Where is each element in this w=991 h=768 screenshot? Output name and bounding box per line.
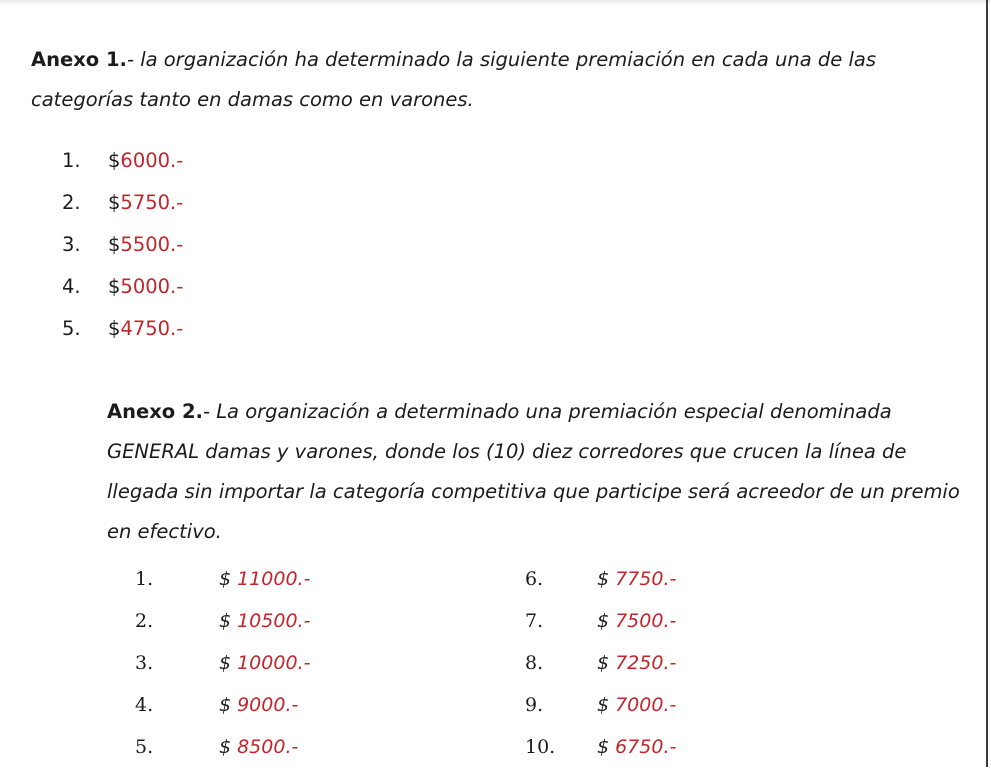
list-item	[62, 224, 183, 266]
currency-symbol: $	[597, 610, 610, 632]
currency-symbol: $	[108, 149, 121, 172]
currency-symbol: $	[597, 694, 610, 716]
prize-number: 1.	[62, 149, 81, 172]
top-shadow	[0, 0, 991, 6]
prize-number: 4.	[62, 275, 81, 298]
prize-number: 1.	[135, 568, 154, 590]
prize-amount: 7250.-	[615, 652, 677, 674]
currency-symbol: $	[597, 736, 610, 758]
prize-amount: 6000.-	[120, 149, 184, 172]
list-item	[135, 558, 310, 600]
prize-number: 2.	[135, 610, 154, 632]
currency-symbol: $	[108, 191, 121, 214]
annex-1-label: Anexo 1.	[31, 48, 127, 71]
currency-symbol: $	[597, 652, 610, 674]
annex-2-label: Anexo 2.	[107, 400, 203, 423]
prize-amount: 6750.-	[615, 736, 677, 758]
list-item	[62, 140, 183, 182]
prize-amount: 7500.-	[615, 610, 677, 632]
page-edge-line	[986, 0, 988, 767]
list-item	[525, 558, 676, 600]
list-item	[525, 642, 676, 684]
currency-symbol: $	[219, 694, 232, 716]
list-item	[135, 684, 310, 726]
currency-symbol: $	[219, 652, 232, 674]
currency-symbol: $	[219, 568, 232, 590]
prize-amount: 9000.-	[237, 694, 299, 716]
prize-number: 3.	[62, 233, 81, 256]
prize-amount: 7000.-	[615, 694, 677, 716]
currency-symbol: $	[108, 275, 121, 298]
prize-number: 4.	[135, 694, 154, 716]
prize-number: 3.	[135, 652, 154, 674]
annex-2-prize-list-left	[135, 558, 310, 768]
prize-number: 9.	[525, 694, 544, 716]
list-item	[525, 600, 676, 642]
annex-1-paragraph	[31, 40, 971, 120]
list-item	[62, 308, 183, 350]
prize-amount: 10500.-	[237, 610, 311, 632]
prize-number: 5.	[135, 736, 154, 758]
currency-symbol: $	[108, 317, 121, 340]
prize-number: 5.	[62, 317, 81, 340]
list-item	[62, 266, 183, 308]
annex-2-prize-list-right	[525, 558, 676, 768]
list-item	[525, 684, 676, 726]
list-item	[525, 726, 676, 768]
prize-number: 6.	[525, 568, 544, 590]
prize-amount: 11000.-	[237, 568, 311, 590]
currency-symbol: $	[597, 568, 610, 590]
annex-2-paragraph	[107, 392, 967, 552]
prize-amount: 5750.-	[120, 191, 184, 214]
prize-number: 2.	[62, 191, 81, 214]
prize-number: 10.	[525, 736, 556, 758]
annex-2-text: - La organización a determinado una premiación especial denominada GENERAL damas y varones, donde los (10) diez corredores que crucen la línea de llegada sin importar la categoría competitiva que participe será acreedor de un premio en efectivo.	[107, 400, 960, 543]
prize-amount: 8500.-	[237, 736, 299, 758]
currency-symbol: $	[219, 610, 232, 632]
prize-amount: 10000.-	[237, 652, 311, 674]
prize-amount: 5500.-	[120, 233, 184, 256]
list-item	[135, 642, 310, 684]
prize-number: 7.	[525, 610, 544, 632]
prize-amount: 4750.-	[120, 317, 184, 340]
list-item	[62, 182, 183, 224]
prize-amount: 5000.-	[120, 275, 184, 298]
annex-1-text: - la organización ha determinado la siguiente premiación en cada una de las categorías tanto en damas como en varones.	[31, 48, 876, 111]
annex-1-prize-list	[62, 140, 183, 350]
prize-amount: 7750.-	[615, 568, 677, 590]
list-item	[135, 600, 310, 642]
currency-symbol: $	[108, 233, 121, 256]
prize-number: 8.	[525, 652, 544, 674]
list-item	[135, 726, 310, 768]
currency-symbol: $	[219, 736, 232, 758]
